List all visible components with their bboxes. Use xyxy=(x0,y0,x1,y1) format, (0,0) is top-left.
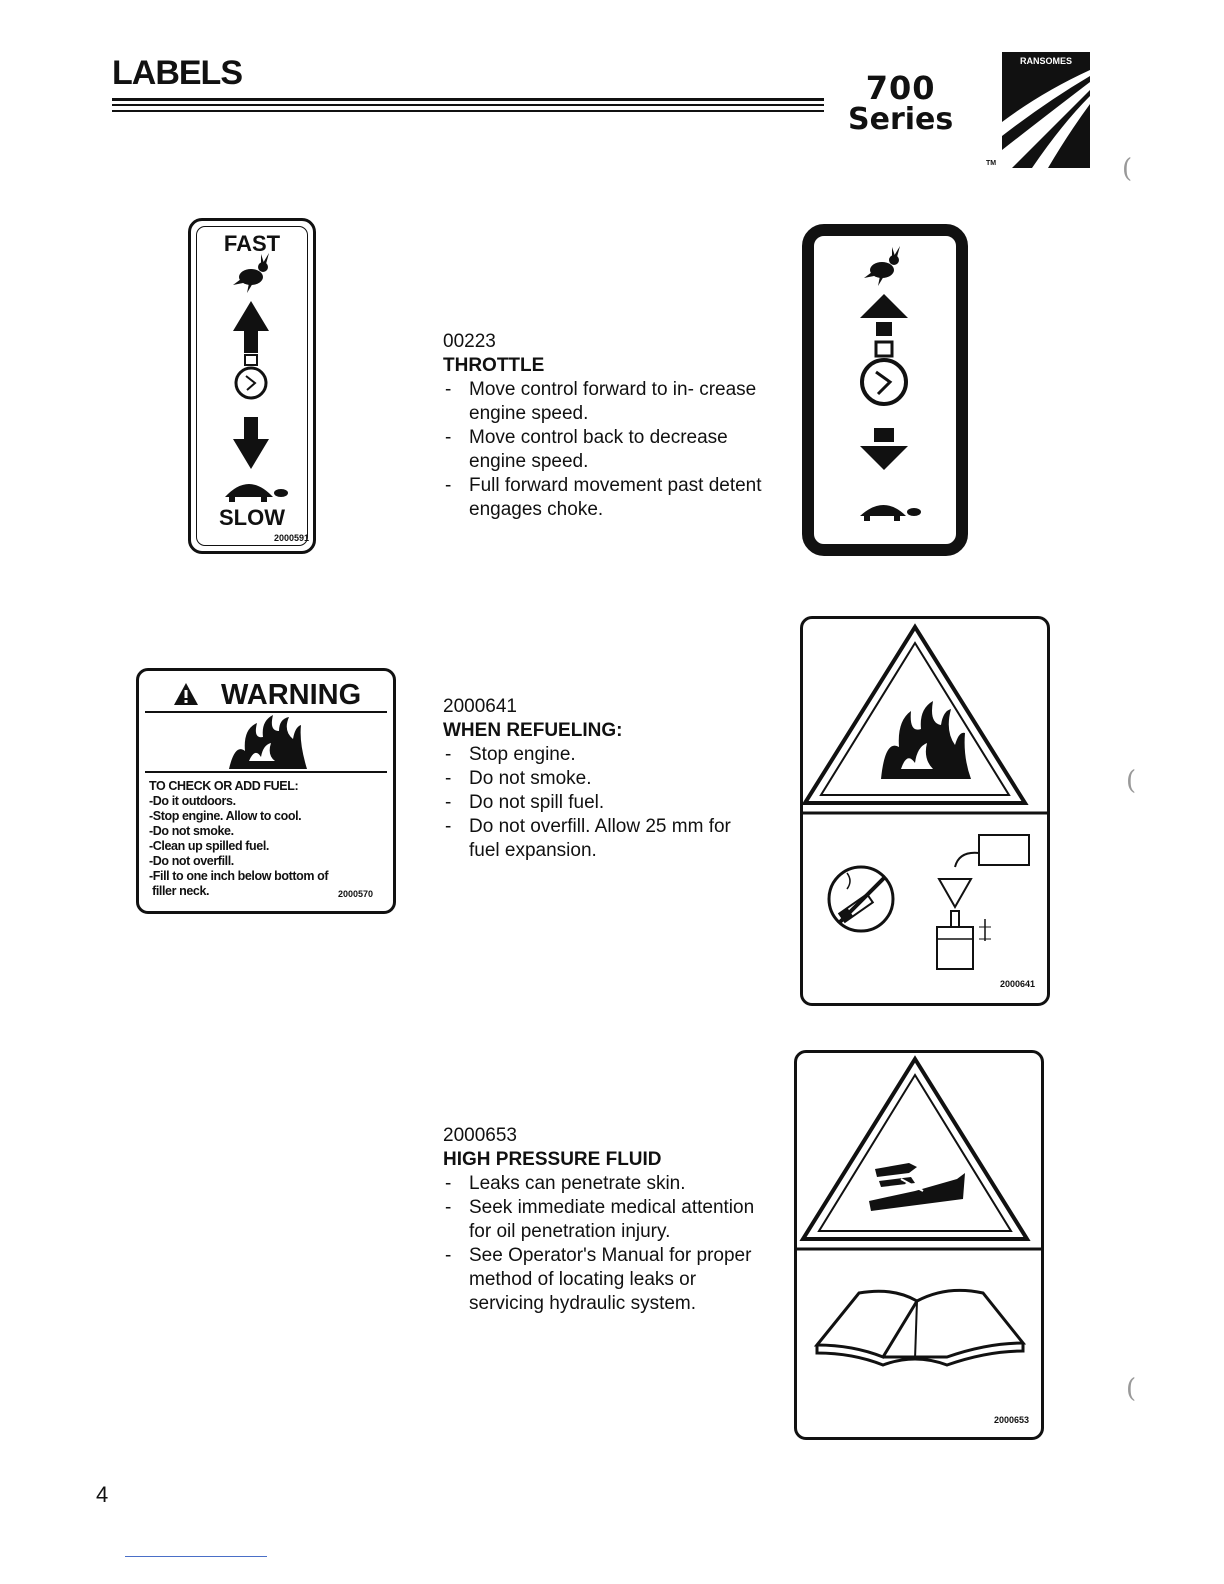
hand-injury-icon xyxy=(869,1163,965,1211)
fuel-can-icon xyxy=(937,835,1029,969)
scan-mark: ( xyxy=(1122,154,1133,184)
footer-line xyxy=(125,1556,267,1557)
series-mark xyxy=(848,69,954,137)
label-code: 00223 xyxy=(443,331,496,352)
series-word: Series xyxy=(848,102,954,137)
label-heading: HIGH PRESSURE FLUID xyxy=(443,1149,662,1170)
warning-line: -Fill to one inch below bottom of xyxy=(149,869,329,883)
warning-line: TO CHECK OR ADD FUEL: xyxy=(149,779,299,793)
list-item: - Seek immediate medical attention for oil penetration injury. xyxy=(443,1196,763,1244)
header-rule xyxy=(112,104,824,106)
series-number: 700 xyxy=(865,69,936,107)
throttle-decal-pictorial xyxy=(802,224,968,556)
ransomes-logo xyxy=(1002,52,1090,168)
arrow-down-icon xyxy=(233,417,269,469)
throttle-text-block xyxy=(443,330,763,522)
throttle-decal-vertical xyxy=(188,218,316,554)
list-item: - Do not overfill. Allow 25 mm for fuel expansion. xyxy=(443,815,763,863)
list-item: - Do not smoke. xyxy=(443,767,763,791)
engine-icon xyxy=(862,342,906,404)
warning-line: -Do not smoke. xyxy=(149,824,234,838)
instruction-list xyxy=(443,378,763,522)
list-item: - See Operator's Manual for proper method of locating leaks or servicing hydraulic system. xyxy=(443,1244,763,1316)
rabbit-icon xyxy=(864,246,900,286)
high-pressure-decal-pictorial xyxy=(794,1050,1044,1440)
flame-icon xyxy=(145,713,393,771)
turtle-icon xyxy=(860,505,921,521)
scan-mark: ( xyxy=(1126,1374,1137,1404)
arrow-up-icon xyxy=(860,294,908,336)
warning-line: -Do not overfill. xyxy=(149,854,234,868)
slow-label: SLOW xyxy=(219,505,285,530)
header-rule xyxy=(112,110,824,112)
label-heading: THROTTLE xyxy=(443,355,545,376)
part-number: 2000570 xyxy=(337,889,373,899)
warning-triangle-icon xyxy=(173,682,199,706)
warning-triangle-icon xyxy=(803,1059,1027,1239)
flames-panel xyxy=(145,713,387,773)
refueling-text-block xyxy=(443,695,763,863)
instruction-list xyxy=(443,743,763,863)
warning-header xyxy=(145,677,387,713)
list-item: - Full forward movement past detent engages choke. xyxy=(443,474,763,522)
arrow-down-icon xyxy=(860,428,908,470)
list-item: - Leaks can penetrate skin. xyxy=(443,1172,763,1196)
manual-book-icon xyxy=(817,1290,1023,1365)
arrow-up-icon xyxy=(233,301,269,353)
part-number: 2000641 xyxy=(999,979,1035,989)
warning-line: -Clean up spilled fuel. xyxy=(149,839,269,853)
warning-line: -Do it outdoors. xyxy=(149,794,236,808)
page-number: 4 xyxy=(96,1482,109,1507)
fast-label: FAST xyxy=(223,231,281,256)
list-item: - Move control forward to in- crease engine speed. xyxy=(443,378,763,426)
high-pressure-text-block xyxy=(443,1124,763,1316)
label-code: 2000653 xyxy=(443,1125,517,1146)
engine-icon xyxy=(236,355,266,398)
warning-line: -Stop engine. Allow to cool. xyxy=(149,809,302,823)
page-title: LABELS xyxy=(112,54,242,92)
list-item: - Stop engine. xyxy=(443,743,763,767)
turtle-icon xyxy=(225,484,288,502)
refueling-decal-pictorial xyxy=(800,616,1050,1006)
list-item: - Move control back to decrease engine speed. xyxy=(443,426,763,474)
warning-title: WARNING xyxy=(221,679,362,711)
logo-brand: RANSOMES xyxy=(1019,56,1073,66)
warning-line: filler neck. xyxy=(149,884,210,898)
part-number: 2000653 xyxy=(993,1415,1029,1425)
rabbit-icon xyxy=(233,253,269,293)
fuel-warning-decal xyxy=(136,668,396,914)
trademark: TM xyxy=(986,160,997,167)
list-item: - Do not spill fuel. xyxy=(443,791,763,815)
warning-instructions xyxy=(149,779,385,899)
scan-mark: ( xyxy=(1126,766,1137,796)
instruction-list xyxy=(443,1172,763,1316)
part-number: 2000591 xyxy=(273,533,309,543)
no-smoking-icon xyxy=(829,867,893,931)
header-rule xyxy=(112,98,824,101)
label-heading: WHEN REFUELING: xyxy=(443,720,623,741)
label-code: 2000641 xyxy=(443,696,517,717)
